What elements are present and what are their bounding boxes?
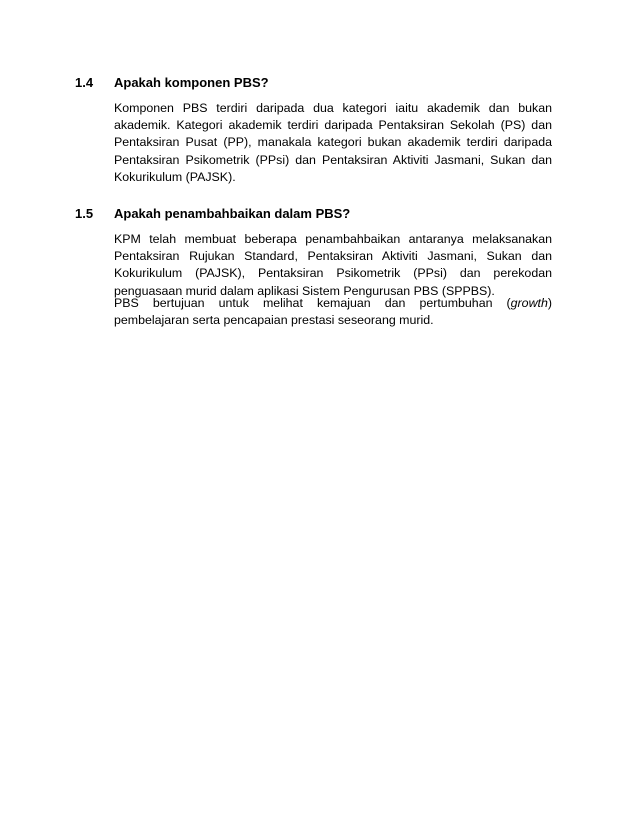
section-number: 1.5 [75, 206, 94, 221]
paragraph-text-before: PBS bertujuan untuk melihat kemajuan dan pertumbuhan ( [114, 296, 511, 310]
answer-paragraph: KPM telah membuat beberapa penambahbaikan antaranya melaksanakan Pentaksiran Rujukan Standard, Pentaksiran Aktiviti Jasmani, Sukan dan Kokurikulum (PAJSK), Pentaksiran Psikometrik (PPsi) dan perekodan penguasaan murid dalam aplikasi Sistem Pengurusan PBS (SPPBS). [114, 232, 552, 298]
answer-paragraph: Komponen PBS terdiri daripada dua kategori iaitu akademik dan bukan akademik. Kategori akademik terdiri daripada Pentaksiran Sekolah (PS) dan Pentaksiran Pusat (PP), manakala kategori bukan akademik terdiri daripada Pentaksiran Psikometrik (PPsi) dan Pentaksiran Aktiviti Jasmani, Sukan dan Kokurikulum (PAJSK). [114, 101, 552, 184]
section-question: Apakah penambahbaikan dalam PBS? [114, 206, 351, 221]
section-question: Apakah komponen PBS? [114, 75, 269, 90]
section-number: 1.4 [75, 75, 94, 90]
paragraph-text-after: ) pembelajaran serta pencapaian prestasi seseorang murid. [114, 296, 552, 328]
paragraph-italic-term: growth [510, 296, 548, 310]
answer-paragraph-2 [114, 295, 552, 329]
